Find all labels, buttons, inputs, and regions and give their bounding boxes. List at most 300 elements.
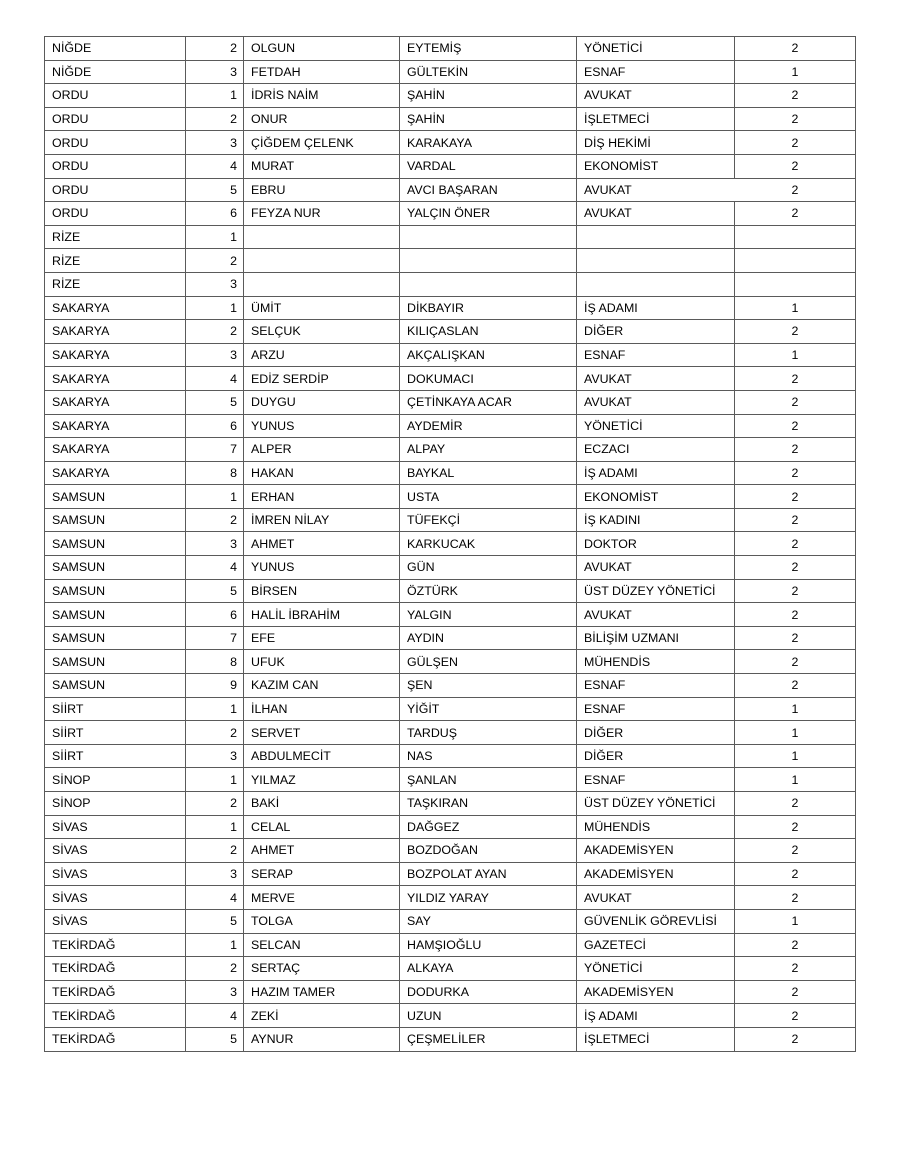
occupation-cell: ESNAF — [577, 768, 735, 792]
first-name-cell: BAKİ — [244, 792, 400, 816]
occupation-cell: MÜHENDİS — [577, 815, 735, 839]
occupation-cell: AVUKAT — [577, 886, 735, 910]
first-name-cell: EFE — [244, 626, 400, 650]
table-row — [45, 485, 856, 509]
province-cell: SAMSUN — [45, 532, 186, 556]
last-name-cell: USTA — [400, 485, 577, 509]
table-row — [45, 60, 856, 84]
occupation-cell: İŞ KADINI — [577, 508, 735, 532]
rank-cell: 4 — [186, 1004, 244, 1028]
first-name-cell: BİRSEN — [244, 579, 400, 603]
rank-cell: 2 — [186, 508, 244, 532]
occupation-cell: İŞLETMECİ — [577, 107, 735, 131]
first-name-cell: CELAL — [244, 815, 400, 839]
province-cell: RİZE — [45, 272, 186, 296]
code-cell: 2 — [735, 532, 856, 556]
occupation-cell: AVUKAT — [577, 178, 735, 202]
last-name-cell: YİĞİT — [400, 697, 577, 721]
rank-cell: 6 — [186, 414, 244, 438]
table-row — [45, 131, 856, 155]
last-name-cell: ŞEN — [400, 674, 577, 698]
table-row — [45, 556, 856, 580]
last-name-cell: YALÇIN ÖNER — [400, 202, 577, 226]
rank-cell: 2 — [186, 249, 244, 273]
occupation-cell: BİLİŞİM UZMANI — [577, 626, 735, 650]
occupation-cell: İŞ ADAMI — [577, 1004, 735, 1028]
table-row — [45, 697, 856, 721]
occupation-cell — [577, 272, 735, 296]
code-cell: 2 — [735, 603, 856, 627]
rank-cell: 3 — [186, 744, 244, 768]
province-cell: RİZE — [45, 225, 186, 249]
last-name-cell: TARDUŞ — [400, 721, 577, 745]
first-name-cell: YILMAZ — [244, 768, 400, 792]
first-name-cell: AYNUR — [244, 1027, 400, 1051]
occupation-cell: ESNAF — [577, 343, 735, 367]
province-cell: RİZE — [45, 249, 186, 273]
table-row — [45, 390, 856, 414]
first-name-cell: ERHAN — [244, 485, 400, 509]
last-name-cell: GÜLŞEN — [400, 650, 577, 674]
province-cell: SİVAS — [45, 862, 186, 886]
occupation-cell: AVUKAT — [577, 202, 735, 226]
rank-cell: 4 — [186, 367, 244, 391]
table-row — [45, 862, 856, 886]
last-name-cell: GÜLTEKİN — [400, 60, 577, 84]
code-cell — [735, 225, 856, 249]
province-cell: NİĞDE — [45, 60, 186, 84]
last-name-cell: SAY — [400, 909, 577, 933]
code-cell: 2 — [735, 815, 856, 839]
rank-cell: 2 — [186, 957, 244, 981]
last-name-cell — [400, 249, 577, 273]
first-name-cell: ZEKİ — [244, 1004, 400, 1028]
occupation-cell: İŞLETMECİ — [577, 1027, 735, 1051]
first-name-cell: MURAT — [244, 154, 400, 178]
rank-cell: 3 — [186, 532, 244, 556]
province-cell: SİVAS — [45, 909, 186, 933]
rank-cell: 5 — [186, 390, 244, 414]
table-row — [45, 461, 856, 485]
province-cell: TEKİRDAĞ — [45, 957, 186, 981]
occupation-cell: GAZETECİ — [577, 933, 735, 957]
table-row — [45, 886, 856, 910]
last-name-cell: EYTEMİŞ — [400, 37, 577, 61]
province-cell: ORDU — [45, 154, 186, 178]
table-row — [45, 792, 856, 816]
first-name-cell: EDİZ SERDİP — [244, 367, 400, 391]
first-name-cell: HALİL İBRAHİM — [244, 603, 400, 627]
table-row — [45, 107, 856, 131]
code-cell: 2 — [735, 1004, 856, 1028]
first-name-cell: SERAP — [244, 862, 400, 886]
first-name-cell: İDRİS NAİM — [244, 84, 400, 108]
last-name-cell: ALPAY — [400, 438, 577, 462]
code-cell: 2 — [735, 626, 856, 650]
rank-cell: 2 — [186, 107, 244, 131]
last-name-cell: AVCI BAŞARAN — [400, 178, 577, 202]
first-name-cell: ABDULMECİT — [244, 744, 400, 768]
province-cell: SAMSUN — [45, 556, 186, 580]
last-name-cell: KARKUCAK — [400, 532, 577, 556]
last-name-cell: ÇETİNKAYA ACAR — [400, 390, 577, 414]
table-row — [45, 296, 856, 320]
last-name-cell: VARDAL — [400, 154, 577, 178]
last-name-cell: KILIÇASLAN — [400, 320, 577, 344]
province-cell: SAKARYA — [45, 414, 186, 438]
last-name-cell: YALGIN — [400, 603, 577, 627]
rank-cell: 1 — [186, 697, 244, 721]
occupation-cell: AKADEMİSYEN — [577, 862, 735, 886]
rank-cell: 2 — [186, 839, 244, 863]
last-name-cell: NAS — [400, 744, 577, 768]
first-name-cell — [244, 249, 400, 273]
table-row — [45, 438, 856, 462]
rank-cell: 5 — [186, 909, 244, 933]
first-name-cell: UFUK — [244, 650, 400, 674]
last-name-cell: ŞANLAN — [400, 768, 577, 792]
document-page — [44, 36, 856, 1052]
rank-cell: 4 — [186, 154, 244, 178]
rank-cell: 6 — [186, 202, 244, 226]
province-cell: SAKARYA — [45, 367, 186, 391]
province-cell: SAMSUN — [45, 603, 186, 627]
province-cell: SAMSUN — [45, 626, 186, 650]
code-cell: 2 — [735, 792, 856, 816]
rank-cell: 1 — [186, 815, 244, 839]
last-name-cell: AYDEMİR — [400, 414, 577, 438]
occupation-cell: ESNAF — [577, 674, 735, 698]
occupation-cell: ESNAF — [577, 60, 735, 84]
first-name-cell: ALPER — [244, 438, 400, 462]
code-cell: 2 — [735, 414, 856, 438]
first-name-cell: TOLGA — [244, 909, 400, 933]
last-name-cell: DOKUMACI — [400, 367, 577, 391]
code-cell: 2 — [735, 154, 856, 178]
code-cell: 2 — [735, 1027, 856, 1051]
province-cell: SİNOP — [45, 792, 186, 816]
first-name-cell: SELÇUK — [244, 320, 400, 344]
first-name-cell: MERVE — [244, 886, 400, 910]
province-cell: SİVAS — [45, 886, 186, 910]
code-cell: 1 — [735, 697, 856, 721]
province-cell: SAKARYA — [45, 296, 186, 320]
first-name-cell: İMREN NİLAY — [244, 508, 400, 532]
first-name-cell: OLGUN — [244, 37, 400, 61]
last-name-cell: YILDIZ YARAY — [400, 886, 577, 910]
rank-cell: 8 — [186, 461, 244, 485]
rank-cell: 3 — [186, 980, 244, 1004]
code-cell: 2 — [735, 957, 856, 981]
occupation-cell: DİŞ HEKİMİ — [577, 131, 735, 155]
province-cell: TEKİRDAĞ — [45, 1004, 186, 1028]
rank-cell: 4 — [186, 886, 244, 910]
last-name-cell: TÜFEKÇİ — [400, 508, 577, 532]
last-name-cell: UZUN — [400, 1004, 577, 1028]
code-cell: 2 — [735, 839, 856, 863]
occupation-cell: DİĞER — [577, 744, 735, 768]
table-row — [45, 367, 856, 391]
occupation-cell: AKADEMİSYEN — [577, 980, 735, 1004]
table-row — [45, 674, 856, 698]
rank-cell: 3 — [186, 60, 244, 84]
table-row — [45, 249, 856, 273]
last-name-cell: HAMŞIOĞLU — [400, 933, 577, 957]
occupation-cell: MÜHENDİS — [577, 650, 735, 674]
province-cell: TEKİRDAĞ — [45, 933, 186, 957]
occupation-cell: AVUKAT — [577, 603, 735, 627]
first-name-cell: ÜMİT — [244, 296, 400, 320]
table-row — [45, 178, 856, 202]
table-row — [45, 154, 856, 178]
first-name-cell: SERTAÇ — [244, 957, 400, 981]
table-row — [45, 957, 856, 981]
occupation-cell: AVUKAT — [577, 84, 735, 108]
last-name-cell: ŞAHİN — [400, 84, 577, 108]
first-name-cell: FETDAH — [244, 60, 400, 84]
province-cell: SİİRT — [45, 697, 186, 721]
rank-cell: 3 — [186, 862, 244, 886]
code-cell: 2 — [735, 650, 856, 674]
rank-cell: 2 — [186, 792, 244, 816]
province-cell: TEKİRDAĞ — [45, 1027, 186, 1051]
code-cell: 2 — [735, 980, 856, 1004]
code-cell: 1 — [735, 60, 856, 84]
first-name-cell: EBRU — [244, 178, 400, 202]
occupation-cell: ÜST DÜZEY YÖNETİCİ — [577, 792, 735, 816]
occupation-cell: DİĞER — [577, 320, 735, 344]
province-cell: ORDU — [45, 178, 186, 202]
last-name-cell: DODURKA — [400, 980, 577, 1004]
last-name-cell: DAĞGEZ — [400, 815, 577, 839]
table-row — [45, 202, 856, 226]
last-name-cell: KARAKAYA — [400, 131, 577, 155]
code-cell: 2 — [735, 886, 856, 910]
last-name-cell: GÜN — [400, 556, 577, 580]
code-cell: 2 — [735, 367, 856, 391]
province-cell: SAMSUN — [45, 579, 186, 603]
first-name-cell: ONUR — [244, 107, 400, 131]
code-cell: 1 — [735, 744, 856, 768]
occupation-cell: İŞ ADAMI — [577, 461, 735, 485]
first-name-cell: YUNUS — [244, 414, 400, 438]
occupation-cell: GÜVENLİK GÖREVLİSİ — [577, 909, 735, 933]
code-cell: 2 — [735, 485, 856, 509]
code-cell: 1 — [735, 296, 856, 320]
rank-cell: 9 — [186, 674, 244, 698]
province-cell: SAKARYA — [45, 438, 186, 462]
table-row — [45, 1004, 856, 1028]
province-cell: SAKARYA — [45, 343, 186, 367]
occupation-cell: DİĞER — [577, 721, 735, 745]
code-cell: 2 — [735, 84, 856, 108]
rank-cell: 5 — [186, 178, 244, 202]
table-row — [45, 225, 856, 249]
province-cell: SİVAS — [45, 839, 186, 863]
last-name-cell: BOZDOĞAN — [400, 839, 577, 863]
last-name-cell: DİKBAYIR — [400, 296, 577, 320]
rank-cell: 1 — [186, 296, 244, 320]
rank-cell: 1 — [186, 933, 244, 957]
province-cell: SAMSUN — [45, 485, 186, 509]
occupation-cell: ÜST DÜZEY YÖNETİCİ — [577, 579, 735, 603]
table-row — [45, 603, 856, 627]
province-cell: TEKİRDAĞ — [45, 980, 186, 1004]
rank-cell: 2 — [186, 721, 244, 745]
table-row — [45, 815, 856, 839]
province-cell: SİİRT — [45, 721, 186, 745]
first-name-cell: FEYZA NUR — [244, 202, 400, 226]
code-cell: 2 — [735, 178, 856, 202]
occupation-cell: AVUKAT — [577, 367, 735, 391]
occupation-cell: YÖNETİCİ — [577, 957, 735, 981]
table-row — [45, 414, 856, 438]
code-cell: 2 — [735, 37, 856, 61]
table-body — [45, 37, 856, 1052]
province-cell: SİİRT — [45, 744, 186, 768]
table-row — [45, 721, 856, 745]
first-name-cell: HAKAN — [244, 461, 400, 485]
rank-cell: 3 — [186, 343, 244, 367]
table-row — [45, 343, 856, 367]
province-cell: SİNOP — [45, 768, 186, 792]
table-row — [45, 768, 856, 792]
table-row — [45, 839, 856, 863]
province-cell: ORDU — [45, 202, 186, 226]
table-row — [45, 320, 856, 344]
code-cell: 2 — [735, 556, 856, 580]
province-cell: SAKARYA — [45, 461, 186, 485]
code-cell: 1 — [735, 343, 856, 367]
rank-cell: 8 — [186, 650, 244, 674]
table-row — [45, 626, 856, 650]
occupation-cell: AKADEMİSYEN — [577, 839, 735, 863]
province-cell: SAKARYA — [45, 390, 186, 414]
candidate-table — [44, 36, 856, 1052]
code-cell: 2 — [735, 579, 856, 603]
table-row — [45, 532, 856, 556]
occupation-cell: YÖNETİCİ — [577, 37, 735, 61]
province-cell: ORDU — [45, 107, 186, 131]
rank-cell: 2 — [186, 37, 244, 61]
code-cell — [735, 272, 856, 296]
first-name-cell: SELCAN — [244, 933, 400, 957]
code-cell: 2 — [735, 107, 856, 131]
rank-cell: 1 — [186, 225, 244, 249]
rank-cell: 7 — [186, 438, 244, 462]
code-cell: 1 — [735, 721, 856, 745]
province-cell: SAMSUN — [45, 674, 186, 698]
first-name-cell — [244, 272, 400, 296]
table-row — [45, 84, 856, 108]
rank-cell: 5 — [186, 579, 244, 603]
rank-cell: 7 — [186, 626, 244, 650]
province-cell: SAKARYA — [45, 320, 186, 344]
rank-cell: 1 — [186, 485, 244, 509]
first-name-cell: ÇİĞDEM ÇELENK — [244, 131, 400, 155]
occupation-cell: ESNAF — [577, 697, 735, 721]
table-row — [45, 37, 856, 61]
first-name-cell — [244, 225, 400, 249]
rank-cell: 6 — [186, 603, 244, 627]
occupation-cell — [577, 225, 735, 249]
table-row — [45, 744, 856, 768]
last-name-cell: ÇEŞMELİLER — [400, 1027, 577, 1051]
last-name-cell: TAŞKIRAN — [400, 792, 577, 816]
occupation-cell: YÖNETİCİ — [577, 414, 735, 438]
first-name-cell: AHMET — [244, 532, 400, 556]
last-name-cell: ŞAHİN — [400, 107, 577, 131]
first-name-cell: YUNUS — [244, 556, 400, 580]
province-cell: SAMSUN — [45, 508, 186, 532]
code-cell: 2 — [735, 320, 856, 344]
code-cell: 2 — [735, 438, 856, 462]
code-cell: 2 — [735, 862, 856, 886]
table-row — [45, 933, 856, 957]
occupation-cell: DOKTOR — [577, 532, 735, 556]
table-row — [45, 579, 856, 603]
code-cell: 2 — [735, 202, 856, 226]
first-name-cell: DUYGU — [244, 390, 400, 414]
rank-cell: 1 — [186, 768, 244, 792]
occupation-cell: İŞ ADAMI — [577, 296, 735, 320]
last-name-cell: ÖZTÜRK — [400, 579, 577, 603]
code-cell: 2 — [735, 674, 856, 698]
table-row — [45, 909, 856, 933]
first-name-cell: HAZIM TAMER — [244, 980, 400, 1004]
code-cell: 2 — [735, 461, 856, 485]
code-cell: 2 — [735, 933, 856, 957]
last-name-cell — [400, 225, 577, 249]
rank-cell: 3 — [186, 131, 244, 155]
occupation-cell: EKONOMİST — [577, 485, 735, 509]
rank-cell: 2 — [186, 320, 244, 344]
occupation-cell: AVUKAT — [577, 390, 735, 414]
rank-cell: 1 — [186, 84, 244, 108]
last-name-cell: AKÇALIŞKAN — [400, 343, 577, 367]
code-cell: 2 — [735, 390, 856, 414]
rank-cell: 5 — [186, 1027, 244, 1051]
last-name-cell: AYDIN — [400, 626, 577, 650]
first-name-cell: SERVET — [244, 721, 400, 745]
code-cell: 2 — [735, 508, 856, 532]
table-row — [45, 508, 856, 532]
first-name-cell: AHMET — [244, 839, 400, 863]
occupation-cell: AVUKAT — [577, 556, 735, 580]
table-row — [45, 650, 856, 674]
last-name-cell — [400, 272, 577, 296]
table-row — [45, 272, 856, 296]
occupation-cell: ECZACI — [577, 438, 735, 462]
code-cell: 1 — [735, 768, 856, 792]
last-name-cell: BAYKAL — [400, 461, 577, 485]
table-row — [45, 1027, 856, 1051]
occupation-cell: EKONOMİST — [577, 154, 735, 178]
rank-cell: 4 — [186, 556, 244, 580]
province-cell: ORDU — [45, 84, 186, 108]
code-cell — [735, 249, 856, 273]
rank-cell: 3 — [186, 272, 244, 296]
province-cell: ORDU — [45, 131, 186, 155]
last-name-cell: ALKAYA — [400, 957, 577, 981]
code-cell: 1 — [735, 909, 856, 933]
province-cell: SAMSUN — [45, 650, 186, 674]
first-name-cell: ARZU — [244, 343, 400, 367]
table-row — [45, 980, 856, 1004]
last-name-cell: BOZPOLAT AYAN — [400, 862, 577, 886]
province-cell: NİĞDE — [45, 37, 186, 61]
occupation-cell — [577, 249, 735, 273]
